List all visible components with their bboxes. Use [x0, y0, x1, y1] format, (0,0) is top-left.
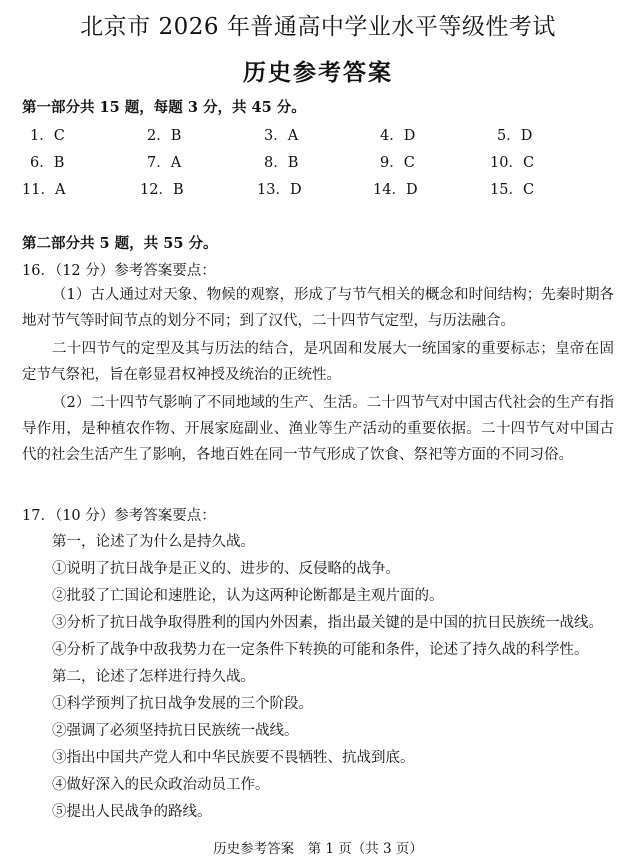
q17-line: ③分析了抗日战争取得胜利的国内外因素，指出最关键的是中国的抗日民族统一战线。	[52, 615, 603, 631]
q17-line: ①说明了抗日战争是正义的、进步的、反侵略的战争。	[52, 561, 400, 577]
q17-line: ②批驳了亡国论和速胜论，认为这两种论断都是主观片面的。	[52, 588, 444, 604]
mc-row	[0, 151, 636, 171]
q16-paragraph-1: （1）古人通过对天象、物候的观察，形成了与节气相关的概念和时间结构；先秦时期各地对节气等时间节点的划分不同；到了汉代，二十四节气定型，与历法融合。	[22, 287, 614, 329]
q17-line: ②强调了必须坚持抗日民族统一战线。	[52, 723, 299, 739]
part2-heading: 第二部分共 5 题，共 55 分。	[22, 235, 218, 252]
mc-answer: 10．C	[490, 155, 535, 171]
q17-line: 第二，论述了怎样进行持久战。	[52, 669, 255, 685]
mc-answer: 1．C	[30, 128, 65, 144]
mc-answer: 5．D	[497, 128, 533, 144]
page-footer: 历史参考答案 第 1 页（共 3 页）	[213, 841, 423, 857]
part1-heading: 第一部分共 15 题，每题 3 分，共 45 分。	[22, 99, 306, 116]
mc-row	[0, 178, 636, 198]
mc-answer: 3．A	[264, 128, 299, 144]
mc-answer: 8．B	[264, 155, 299, 171]
mc-answer: 4．D	[380, 128, 416, 144]
question-17-title: 17．（10 分）参考答案要点：	[22, 508, 216, 524]
q17-line: ③指出中国共产党人和中华民族要不畏牺牲、抗战到底。	[52, 750, 415, 766]
mc-answer: 15．C	[490, 182, 535, 198]
q17-line: ⑤提出人民战争的路线。	[52, 804, 212, 820]
mc-row	[0, 124, 636, 144]
mc-answer: 13．D	[257, 182, 302, 198]
mc-answer: 6．B	[30, 155, 65, 171]
q17-line: ④做好深入的民众政治动员工作。	[52, 777, 270, 793]
mc-answer: 11．A	[22, 182, 66, 198]
q17-line: ①科学预判了抗日战争发展的三个阶段。	[52, 696, 313, 712]
page-subtitle: 历史参考答案	[243, 59, 393, 86]
q17-line: 第一，论述了为什么是持久战。	[52, 534, 255, 550]
q17-line: ④分析了战争中敌我势力在一定条件下转换的可能和条件，论述了持久战的科学性。	[52, 642, 589, 658]
q16-paragraph-3: （2）二十四节气影响了不同地域的生产、生活。二十四节气对中国古代社会的生产有指导作用，是种植农作物、开展家庭副业、渔业等生产活动的重要依据。二十四节气对中国古代的社会生活产生了影响，各地百姓在同一节气形成了饮食、祭祀等方面的不同习俗。	[22, 395, 614, 463]
mc-answer: 7．A	[147, 155, 182, 171]
mc-answer: 2．B	[147, 128, 182, 144]
mc-answer: 14．D	[373, 182, 418, 198]
q16-paragraph-2: 二十四节气的定型及其与历法的结合，是巩固和发展大一统国家的重要标志；皇帝在固定节气祭祀，旨在彰显君权神授及统治的正统性。	[22, 341, 614, 383]
question-16-title: 16．（12 分）参考答案要点：	[22, 263, 216, 279]
mc-answer: 9．C	[380, 155, 415, 171]
page-title: 北京市 2026 年普通高中学业水平等级性考试	[80, 14, 556, 40]
mc-answer: 12．B	[140, 182, 184, 198]
